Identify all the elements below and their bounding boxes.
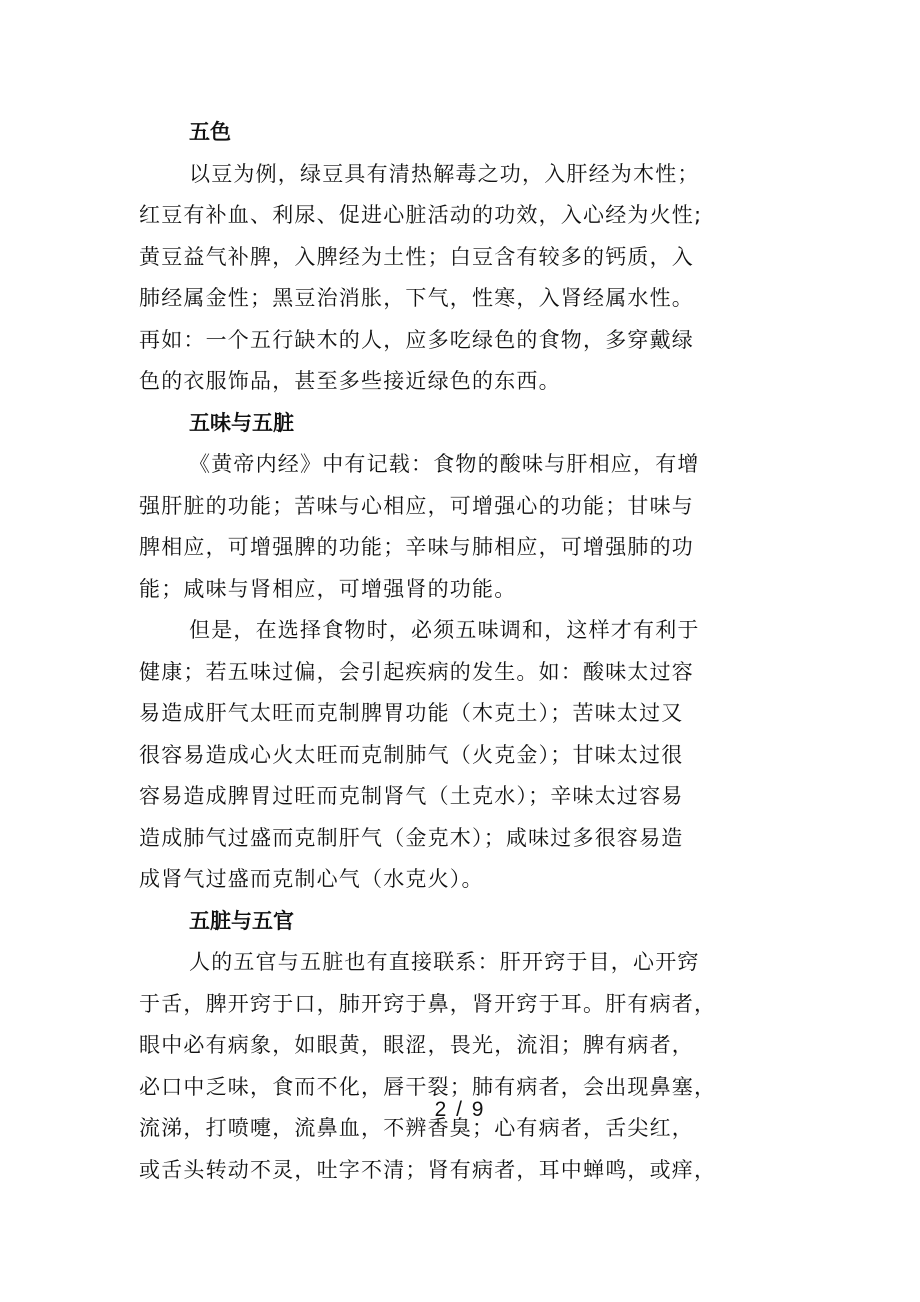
paragraph-wuwei-tiaohe <box>139 610 783 901</box>
text-line: 但是，在选择食物时，必须五味调和，这样才有利于 <box>189 618 700 642</box>
text-line: 或舌头转动不灵，吐字不清；肾有病者，耳中蝉鸣，或痒， <box>139 1157 717 1182</box>
text-line: 造成肺气过盛而克制肝气（金克木）；咸味过多很容易造 <box>139 825 684 850</box>
text-line: 强肝脏的功能；苦味与心相应，可增强心的功能；甘味与 <box>139 493 694 518</box>
section-heading-wuse: 五色 <box>189 120 231 144</box>
text-line: 必口中乏味，食而不化，唇干裂；肺有病者，会出现鼻塞， <box>139 1074 717 1099</box>
text-line: 色的衣服饰品，甚至多些接近绿色的东西。 <box>139 369 561 393</box>
text-line: 健康；若五味过偏，会引起疾病的发生。如：酸味太过容 <box>139 659 694 684</box>
text-line: 红豆有补血、利尿、促进心脏活动的功效，入心经为火性; <box>139 203 703 227</box>
document-body <box>139 112 783 1191</box>
text-line: 易造成肝气太旺而克制脾胃功能（木克土）；苦味太过又 <box>139 701 684 725</box>
page-number: 2 / 9 <box>434 1098 486 1121</box>
text-line: 容易造成脾胃过旺而克制肾气（土克水）；辛味太过容易 <box>139 784 684 808</box>
section-heading-wuzang-wuguan: 五脏与五官 <box>189 908 294 933</box>
text-line: 脾相应，可增强脾的功能；辛味与肺相应，可增强肺的功 <box>139 535 694 559</box>
text-line: 能；咸味与肾相应，可增强肾的功能。 <box>139 576 517 601</box>
text-line: 很容易造成心火太旺而克制肺气（火克金）；甘味太过很 <box>139 742 684 767</box>
paragraph-huangdi-neijing <box>139 444 783 610</box>
paragraph-wuguan <box>139 942 783 1191</box>
text-line: 流涕，打喷嚏，流鼻血，不辨香臭；心有病者，舌尖红， <box>139 1116 694 1140</box>
text-line: 于舌，脾开窍于口，肺开窍于鼻，肾开窍于耳。肝有病者， <box>139 991 717 1016</box>
text-line: 肺经属金性；黑豆治消胀，下气，性寒，入肾经属水性。 <box>139 286 694 310</box>
text-line: 眼中必有病象，如眼黄，眼涩，畏光，流泪；脾有病者， <box>139 1033 694 1057</box>
text-line: 再如：一个五行缺木的人，应多吃绿色的食物，多穿戴绿 <box>139 327 694 352</box>
text-line: 《黄帝内经》中有记载：食物的酸味与肝相应，有增 <box>189 452 700 476</box>
text-line: 人的五官与五脏也有直接联系：肝开窍于目，心开窍 <box>189 950 700 974</box>
text-line: 以豆为例，绿豆具有清热解毒之功，入肝经为木性； <box>189 161 700 186</box>
text-line: 黄豆益气补脾，入脾经为土性；白豆含有较多的钙质，入 <box>139 244 694 269</box>
paragraph-wuse <box>139 154 783 403</box>
text-line: 成肾气过盛而克制心气（水克火）。 <box>139 867 484 891</box>
section-heading-wuwei: 五味与五脏 <box>189 410 294 435</box>
